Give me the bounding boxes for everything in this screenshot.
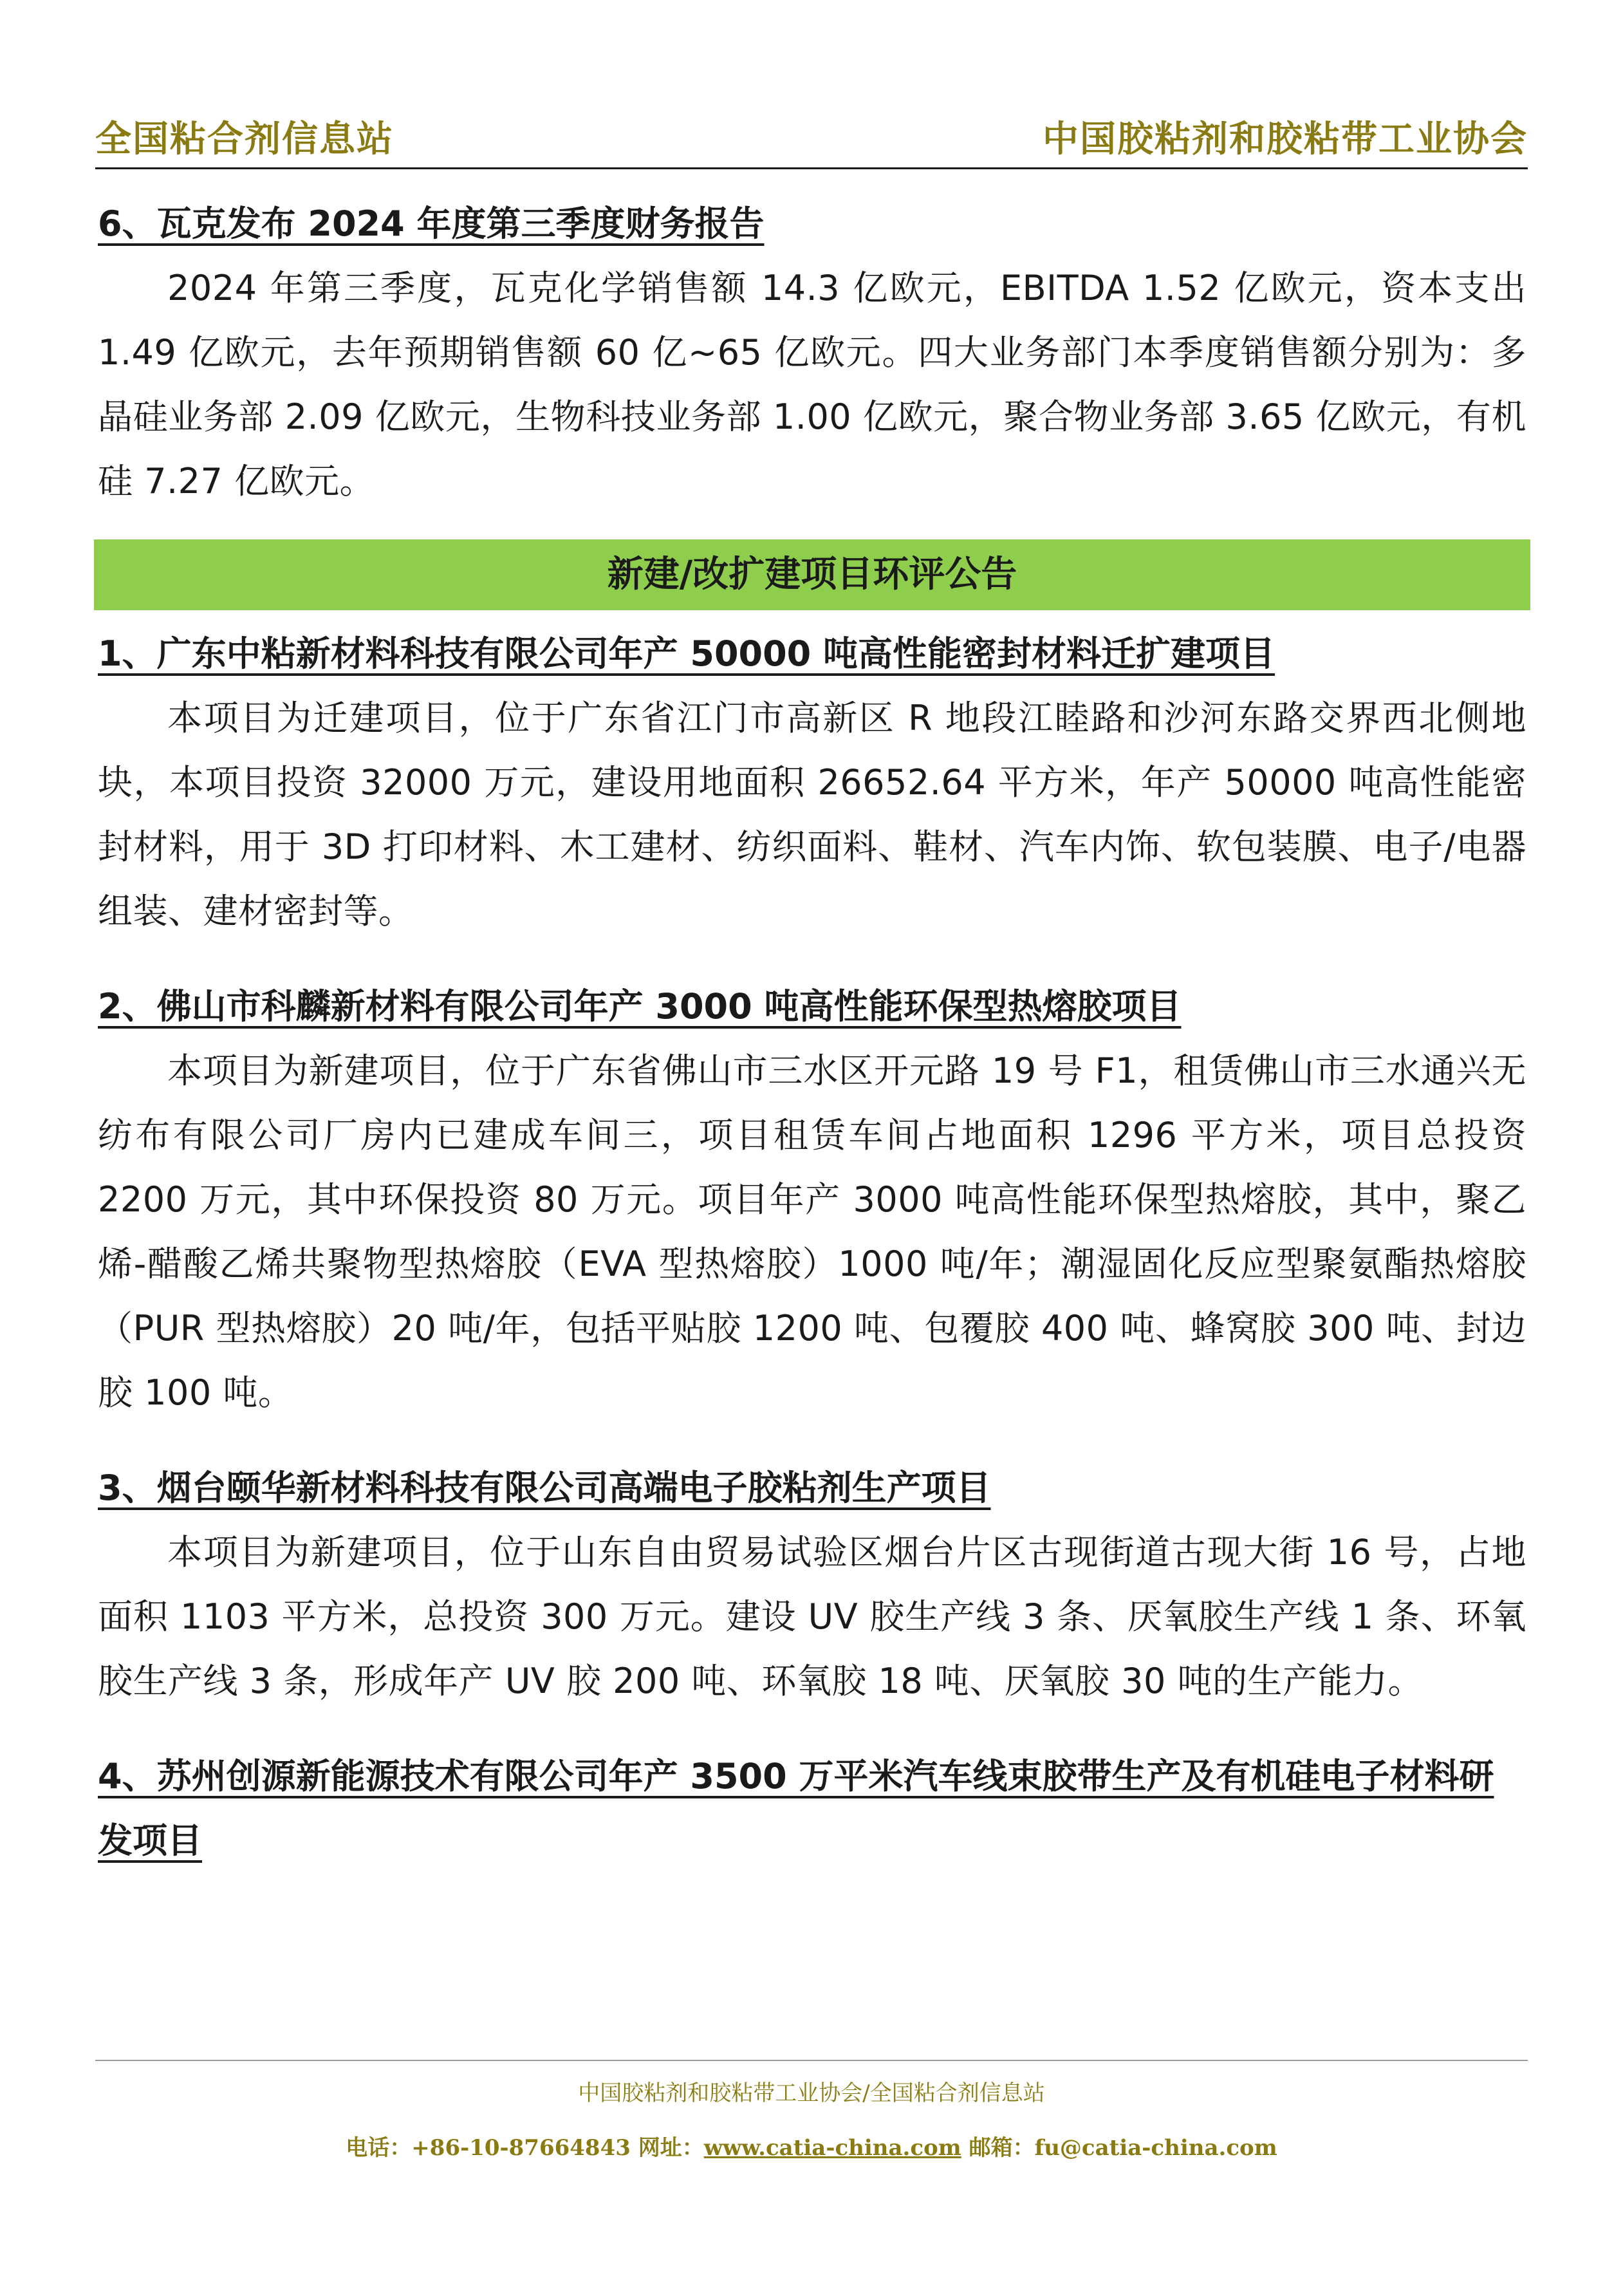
item-2-body: 本项目为新建项目，位于广东省佛山市三水区开元路 19 号 F1，租赁佛山市三水通兴无纺布有限公司厂房内已建成车间三，项目租赁车间占地面积 1296 平方米，项目总投资 2200 万元，其中环保投资 80 万元。项目年产 3000 吨高性能环保型热熔胶，其中，聚乙烯-醋酸乙烯共聚物型热熔胶（EVA 型热熔胶）1000 吨/年；潮湿固化反应型聚氨酯热熔胶（PUR 型热熔胶）20 吨/年，包括平贴胶 1200 吨、包覆胶 400 吨、蜂窝胶 300 吨、封边胶 100 吨。 [98, 1050, 1526, 1413]
footer-phone: 电话：+86-10-87664843 网址： [346, 2135, 704, 2161]
footer-organization: 中国胶粘剂和胶粘带工业协会/全国粘合剂信息站 [578, 2080, 1045, 2106]
page-footer [95, 2060, 1528, 2161]
item-2-title: 2、佛山市科麟新材料有限公司年产 3000 吨高性能环保型热熔胶项目 [98, 986, 1182, 1027]
item-3-title: 3、烟台颐华新材料科技有限公司高端电子胶粘剂生产项目 [98, 1468, 991, 1508]
item-1-body: 本项目为迁建项目，位于广东省江门市高新区 R 地段江睦路和沙河东路交界西北侧地块，本项目投资 32000 万元，建设用地面积 26652.64 平方米，年产 50000 吨高性能密封材料，用于 3D 打印材料、木工建材、纺织面料、鞋材、汽车内饰、软包装膜、电子/电器组装、建材密封等。 [98, 698, 1526, 931]
page-header [95, 115, 1528, 169]
item-4-title: 4、苏州创源新能源技术有限公司年产 3500 万平米汽车线束胶带生产及有机硅电子材料研发项目 [98, 1756, 1494, 1861]
page-content [98, 192, 1526, 1873]
footer-website-link[interactable]: www.catia-china.com [703, 2135, 961, 2161]
eia-announcement-banner: 新建/改扩建项目环评公告 [94, 539, 1530, 610]
header-site-name: 全国粘合剂信息站 [95, 118, 394, 160]
footer-contact [95, 2130, 1528, 2161]
header-association-name: 中国胶粘剂和胶粘带工业协会 [1043, 118, 1528, 160]
item-1-title: 1、广东中粘新材料科技有限公司年产 50000 吨高性能密封材料迁扩建项目 [98, 633, 1275, 674]
item-3-body: 本项目为新建项目，位于山东自由贸易试验区烟台片区古现街道古现大街 16 号，占地面积 1103 平方米，总投资 300 万元。建设 UV 胶生产线 3 条、厌氧胶生产线 1 条、环氧胶生产线 3 条，形成年产 UV 胶 200 吨、环氧胶 18 吨、厌氧胶 30 吨的生产能力。 [98, 1532, 1526, 1701]
section-6-title: 6、瓦克发布 2024 年度第三季度财务报告 [98, 203, 765, 244]
section-6-body: 2024 年第三季度，瓦克化学销售额 14.3 亿欧元，EBITDA 1.52 亿欧元，资本支出 1.49 亿欧元，去年预期销售额 60 亿~65 亿欧元。四大业务部门本季度销售额分别为：多晶硅业务部 2.09 亿欧元，生物科技业务部 1.00 亿欧元，聚合物业务部 3.65 亿欧元，有机硅 7.27 亿欧元。 [98, 268, 1526, 501]
footer-email: 邮箱：fu@catia-china.com [961, 2135, 1277, 2161]
